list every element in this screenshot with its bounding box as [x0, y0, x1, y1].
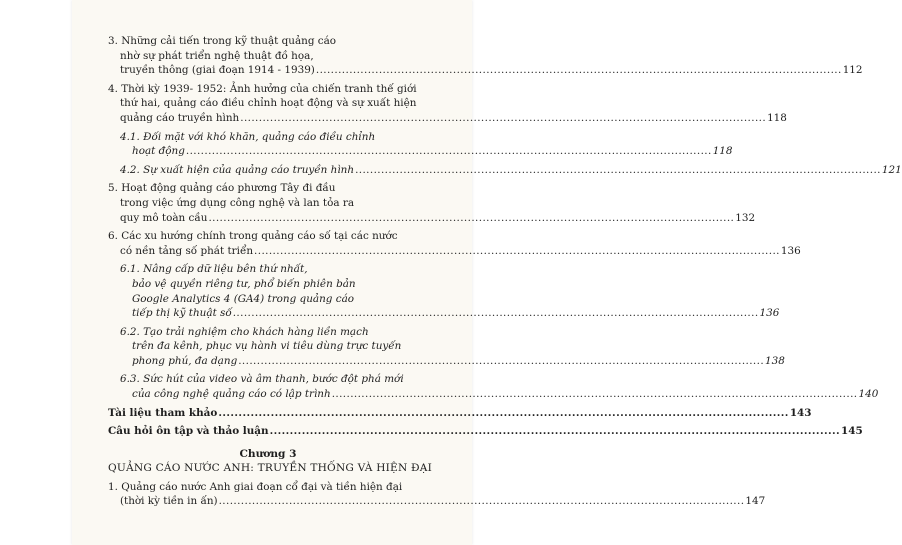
toc-entry-leader-line: [108, 244, 801, 259]
dot-leader: [218, 406, 788, 421]
toc-entry-leader-line: [108, 406, 812, 421]
toc-entry-text: tiếp thị kỹ thuật số: [132, 307, 232, 320]
toc-entry-line: 1. Quảng cáo nước Anh giai đoạn cổ đại và tiền hiện đại: [108, 480, 403, 493]
toc-entry-leader-line: [108, 494, 766, 509]
toc-entry-line: 5. Hoạt động quảng cáo phương Tây đi đầu: [108, 182, 336, 195]
toc-entry-4-2[interactable]: [120, 163, 902, 178]
toc-entry-line: trong việc ứng dụng công nghệ và lan tỏa ra: [120, 196, 355, 209]
toc-entry-line: 6.2. Tạo trải nghiệm cho khách hàng liền mạch: [120, 325, 369, 338]
toc-entry-6-2[interactable]: [120, 325, 785, 369]
page-number: 147: [745, 495, 766, 508]
page-number: 121: [881, 163, 902, 176]
toc-entry-references[interactable]: [108, 406, 812, 421]
toc-entry-leader-line: [108, 111, 787, 126]
toc-entry-leader-line: [120, 163, 902, 178]
dot-leader: [233, 306, 759, 321]
toc-entry-6[interactable]: [108, 229, 801, 258]
page-number: 143: [789, 406, 812, 419]
page-number: 140: [858, 388, 879, 401]
dot-leader: [355, 163, 881, 178]
chapter-title: QUẢNG CÁO NƯỚC ANH: TRUYỀN THỐNG VÀ HIỆN ĐẠI: [108, 461, 432, 474]
dot-leader: [208, 211, 734, 226]
toc-entry-line: thứ hai, quảng cáo điều chỉnh hoạt động và sự xuất hiện: [120, 97, 417, 110]
dot-leader: [254, 244, 780, 259]
toc-entry-text: của công nghệ quảng cáo có lập trình: [132, 388, 331, 401]
toc-entry-leader-line: [108, 211, 756, 226]
toc-entry-ch3-1[interactable]: [108, 480, 766, 509]
toc-entry-leader-line: [108, 424, 863, 439]
toc-entry-line: 4.1. Đối mặt với khó khăn, quảng cáo điều chỉnh: [120, 130, 376, 143]
toc-entry-text: hoạt động: [132, 145, 185, 158]
dot-leader: [219, 494, 745, 509]
page-number: 136: [759, 307, 780, 320]
dot-leader: [316, 63, 842, 78]
toc-entry-leader-line: [120, 354, 785, 369]
toc-entry-leader-line: [120, 144, 733, 159]
toc-entry-line: bảo vệ quyền riêng tư, phổ biến phiên bản: [132, 277, 356, 290]
page-number: 112: [842, 64, 863, 77]
toc-entry-line: trên đa kênh, phục vụ hành vi tiêu dùng trực tuyến: [132, 340, 402, 353]
toc-entry-text: truyền thông (giai đoạn 1914 - 1939): [120, 64, 315, 77]
toc-entry-leader-line: [120, 387, 879, 402]
toc-entry-line: 6.1. Nâng cấp dữ liệu bên thứ nhất,: [120, 263, 308, 276]
page-number: 136: [780, 244, 801, 257]
dot-leader: [238, 354, 764, 369]
toc-entry-review-questions[interactable]: [108, 424, 863, 439]
toc-entry-line: 4. Thời kỳ 1939- 1952: Ảnh hưởng của chiến tranh thế giới: [108, 82, 417, 95]
table-of-contents: [108, 34, 902, 513]
toc-entry-line: 6. Các xu hướng chính trong quảng cáo số tại các nước: [108, 230, 398, 243]
toc-entry-text: Câu hỏi ôn tập và thảo luận: [108, 425, 269, 438]
toc-entry-leader-line: [108, 63, 863, 78]
page-number: 132: [735, 211, 756, 224]
page-number: 138: [765, 354, 785, 367]
toc-entry-5[interactable]: [108, 181, 756, 225]
toc-entry-text: phong phú, đa dạng: [132, 354, 238, 367]
page-number: 118: [767, 111, 787, 124]
chapter-heading: [108, 447, 432, 476]
chapter-label: Chương 3: [239, 447, 297, 460]
toc-entry-text: Tài liệu tham khảo: [108, 406, 218, 419]
toc-entry-text: (thời kỳ tiền in ấn): [120, 495, 218, 508]
toc-entry-4[interactable]: [108, 82, 787, 126]
toc-entry-line: nhờ sự phát triển nghệ thuật đồ họa,: [120, 49, 314, 62]
toc-entry-text: 4.2. Sự xuất hiện của quảng cáo truyền hình: [120, 163, 355, 176]
toc-entry-leader-line: [120, 306, 780, 321]
page-number: 118: [712, 145, 733, 158]
toc-entry-line: 3. Những cải tiến trong kỹ thuật quảng cáo: [108, 35, 337, 47]
page-number: 145: [841, 425, 863, 438]
toc-entry-text: quy mô toàn cầu: [120, 211, 208, 224]
dot-leader: [270, 424, 840, 439]
toc-entry-4-1[interactable]: [120, 130, 733, 159]
dot-leader: [240, 111, 766, 126]
dot-leader: [332, 387, 858, 402]
toc-entry-text: có nền tảng số phát triển: [120, 244, 254, 257]
toc-entry-line: Google Analytics 4 (GA4) trong quảng cáo: [132, 292, 355, 305]
toc-entry-3[interactable]: [108, 34, 863, 78]
toc-entry-text: quảng cáo truyền hình: [120, 111, 240, 124]
dot-leader: [186, 144, 712, 159]
toc-entry-line: 6.3. Sức hút của video và âm thanh, bước đột phá mới: [120, 373, 404, 386]
toc-entry-6-3[interactable]: [120, 372, 879, 401]
toc-entry-6-1[interactable]: [120, 262, 780, 320]
